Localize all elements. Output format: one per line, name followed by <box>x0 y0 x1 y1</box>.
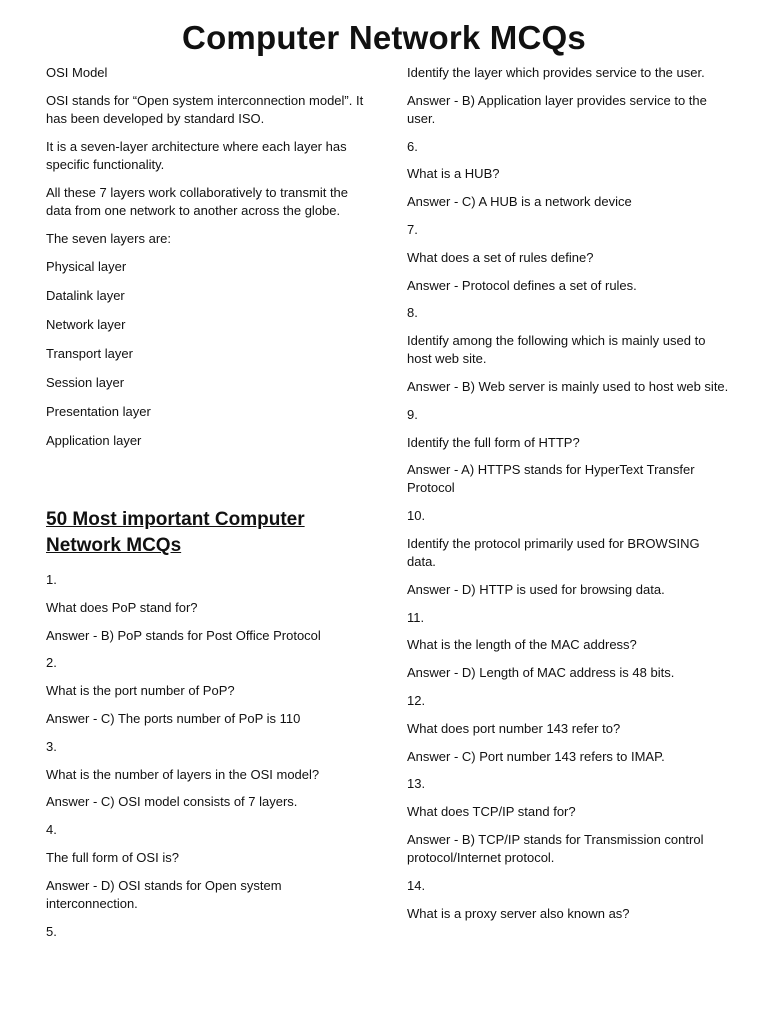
intro-paragraph: OSI stands for “Open system interconnection model”. It has been developed by standard ISO. <box>46 93 364 126</box>
intro-paragraph: All these 7 layers work collaboratively to transmit the data from one network to another across the globe. <box>46 185 349 218</box>
mcq-line: The full form of OSI is? <box>46 849 179 865</box>
mcq-line: 14. <box>407 877 426 893</box>
mcq-line: Answer - Protocol defines a set of rules. <box>407 277 637 293</box>
mcq-line: Answer - A) HTTPS stands for HyperText Transfer Protocol <box>407 462 695 496</box>
mcq-line: 5. <box>46 923 57 939</box>
mcq-line: 12. <box>407 692 426 708</box>
intro-paragraph: The seven layers are: <box>46 231 172 246</box>
mcq-line: Identify the protocol primarily used for BROWSING data. <box>407 535 700 569</box>
mcq-line: What does port number 143 refer to? <box>407 720 621 736</box>
layer-item: Application layer <box>46 433 142 448</box>
mcq-line: Answer - B) TCP/IP stands for Transmission control protocol/Internet protocol. <box>407 831 704 865</box>
mcq-line: What is a HUB? <box>407 166 500 182</box>
mcq-line: Identify the layer which provides service to the user. <box>407 65 705 80</box>
left-column <box>46 64 371 950</box>
mcq-line: Identify the full form of HTTP? <box>407 434 580 450</box>
mcq-line: Answer - C) Port number 143 refers to IMAP. <box>407 748 665 764</box>
mcq-line: 2. <box>46 655 57 671</box>
mcq-line: What is the number of layers in the OSI model? <box>46 766 320 782</box>
mcq-line: Identify among the following which is mainly used to host web site. <box>407 333 706 367</box>
mcq-line: 8. <box>407 305 418 321</box>
mcq-line: 7. <box>407 221 418 237</box>
mcq-line: Answer - C) OSI model consists of 7 layers. <box>46 794 298 810</box>
mcq-line: What does a set of rules define? <box>407 249 594 265</box>
mcq-line: Answer - D) HTTP is used for browsing data. <box>407 581 665 597</box>
mcq-line: Answer - D) Length of MAC address is 48 bits. <box>407 665 675 681</box>
mcq-line: 3. <box>46 738 57 754</box>
section-heading: 50 Most important Computer Network MCQs <box>46 509 305 556</box>
mcq-line: 4. <box>46 822 57 838</box>
mcq-line: 11. <box>407 609 425 625</box>
intro-paragraph: It is a seven-layer architecture where each layer has specific functionality. <box>46 139 347 172</box>
layer-item: Physical layer <box>46 259 127 274</box>
mcq-line: 9. <box>407 406 418 422</box>
mcq-line: Answer - C) A HUB is a network device <box>407 194 632 210</box>
right-column <box>407 64 729 932</box>
mcq-line: What is a proxy server also known as? <box>407 905 630 921</box>
osi-intro <box>46 64 371 248</box>
mcq-list-left <box>46 571 371 941</box>
layer-item: Presentation layer <box>46 404 151 419</box>
mcq-line: Answer - B) PoP stands for Post Office Protocol <box>46 627 321 643</box>
mcq-line: What is the length of the MAC address? <box>407 637 637 653</box>
mcq-line: Answer - C) The ports number of PoP is 110 <box>46 710 301 726</box>
mcq-line: 10. <box>407 508 426 524</box>
page-title: Computer Network MCQs <box>182 19 586 56</box>
mcq-line: Answer - B) Application layer provides service to the user. <box>407 92 707 126</box>
mcq-line: Answer - B) Web server is mainly used to host web site. <box>407 378 729 394</box>
mcq-line: 1. <box>46 572 57 587</box>
layer-item: Network layer <box>46 317 126 332</box>
mcq-line: 6. <box>407 138 418 154</box>
layer-item: Session layer <box>46 375 125 390</box>
mcq-line: What is the port number of PoP? <box>46 683 235 699</box>
mcq-line: What does PoP stand for? <box>46 599 198 615</box>
mcq-line: Answer - D) OSI stands for Open system interconnection. <box>46 877 282 911</box>
layer-item: Datalink layer <box>46 288 125 303</box>
osi-layer-list <box>46 258 371 450</box>
mcq-line: What does TCP/IP stand for? <box>407 804 576 820</box>
mcq-line: 13. <box>407 776 426 792</box>
layer-item: Transport layer <box>46 346 133 361</box>
intro-paragraph: OSI Model <box>46 65 108 80</box>
